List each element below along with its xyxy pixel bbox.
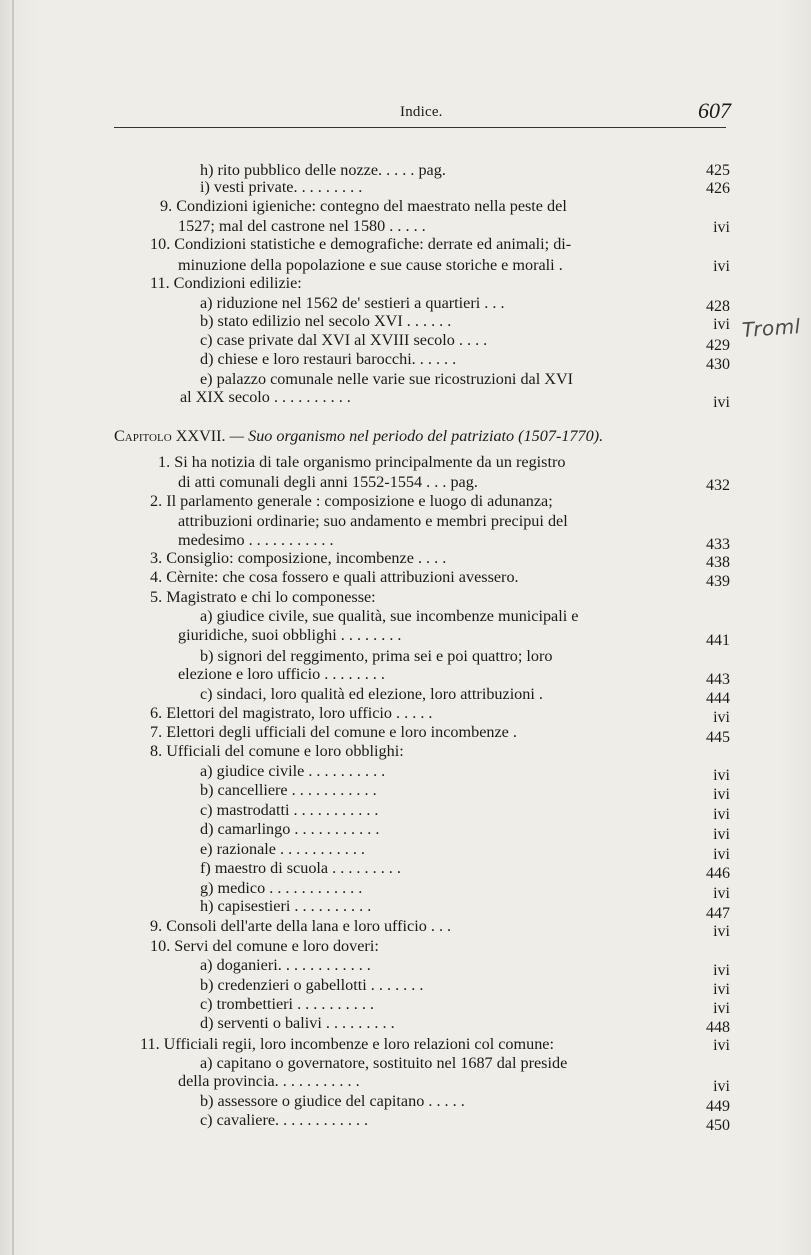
toc-page-ref: 450 — [706, 1117, 730, 1134]
toc-entry: b) stato edilizio nel secolo XVI . . . . . . — [200, 312, 452, 330]
toc-page-ref: ivi — [713, 981, 730, 998]
handwritten-annotation: Troml — [741, 313, 802, 343]
toc-entry: 3. Consiglio: composizione, incombenze . . . . — [150, 549, 447, 567]
toc-entry: g) medico . . . . . . . . . . . . — [200, 879, 363, 897]
toc-page-ref: 432 — [706, 477, 730, 494]
toc-entry: h) rito pubblico delle nozze. . . . . pag. — [200, 161, 446, 179]
toc-entry: c) cavaliere. . . . . . . . . . . . — [200, 1111, 369, 1129]
toc-entry: a) riduzione nel 1562 de' sestieri a quartieri . . . — [200, 294, 505, 312]
toc-entry: a) giudice civile . . . . . . . . . . — [200, 762, 386, 780]
toc-page-ref: ivi — [713, 709, 730, 726]
toc-page-ref: 438 — [706, 554, 730, 571]
toc-page-ref: 429 — [706, 337, 730, 354]
toc-entry: elezione e loro ufficio . . . . . . . . — [178, 665, 385, 683]
toc-entry: b) assessore o giudice del capitano . . . . . — [200, 1092, 465, 1110]
toc-page-ref: 425 — [706, 162, 730, 179]
toc-entry: a) doganieri. . . . . . . . . . . . — [200, 956, 371, 974]
toc-entry: di atti comunali degli anni 1552-1554 . . . pag. — [178, 473, 478, 491]
toc-page-ref: ivi — [713, 962, 730, 979]
chapter-heading — [114, 426, 603, 446]
toc-page-ref: ivi — [713, 846, 730, 863]
toc-entry: 10. Condizioni statistiche e demografiche: derrate ed animali; di- — [150, 235, 572, 253]
toc-entry: 6. Elettori del magistrato, loro ufficio . . . . . — [150, 704, 433, 722]
toc-page-ref: ivi — [713, 219, 730, 236]
chapter-title: — Suo organismo nel periodo del patriziato (1507-1770). — [229, 427, 604, 445]
toc-page-ref: ivi — [713, 786, 730, 803]
toc-entry: 2. Il parlamento generale : composizione e luogo di adunanza; — [150, 492, 553, 510]
toc-entry: 9. Consoli dell'arte della lana e loro ufficio . . . — [150, 917, 452, 935]
toc-page-ref: 449 — [706, 1098, 730, 1115]
toc-entry: attribuzioni ordinarie; suo andamento e membri precipui del — [178, 512, 568, 530]
toc-page-ref: 446 — [706, 865, 730, 882]
toc-entry: i) vesti private. . . . . . . . . — [200, 178, 363, 196]
toc-page-ref: 447 — [706, 905, 730, 922]
toc-entry: 11. Ufficiali regii, loro incombenze e loro relazioni col comune: — [140, 1035, 554, 1053]
toc-entry: 9. Condizioni igieniche: contegno del maestrato nella peste del — [160, 197, 567, 215]
toc-entry: a) giudice civile, sue qualità, sue incombenze municipali e — [200, 607, 579, 625]
toc-entry: h) capisestieri . . . . . . . . . . — [200, 897, 372, 915]
toc-page-ref: ivi — [713, 258, 730, 275]
toc-page-ref: 426 — [706, 180, 730, 197]
toc-entry: 7. Elettori degli ufficiali del comune e loro incombenze . — [150, 723, 517, 741]
toc-page-ref: 430 — [706, 356, 730, 373]
toc-page-ref: 443 — [706, 671, 730, 688]
toc-entry: e) palazzo comunale nelle varie sue ricostruzioni dal XVI — [200, 370, 574, 388]
toc-page-ref: 441 — [706, 632, 730, 649]
toc-entry: c) sindaci, loro qualità ed elezione, loro attribuzioni . — [200, 685, 543, 703]
page-number: 607 — [698, 98, 731, 123]
toc-page-ref: ivi — [713, 394, 730, 411]
toc-page-ref: 428 — [706, 298, 730, 315]
toc-entry: della provincia. . . . . . . . . . . — [178, 1072, 360, 1090]
toc-entry: 11. Condizioni edilizie: — [150, 274, 302, 292]
toc-page-ref: ivi — [713, 885, 730, 902]
toc-entry: medesimo . . . . . . . . . . . — [178, 531, 334, 549]
toc-page-ref: ivi — [713, 1078, 730, 1095]
toc-entry: giuridiche, suoi obblighi . . . . . . . . — [178, 626, 402, 644]
toc-entry: b) signori del reggimento, prima sei e poi quattro; loro — [200, 647, 553, 665]
toc-entry: f) maestro di scuola . . . . . . . . . — [200, 859, 401, 877]
running-head: Indice. — [400, 104, 443, 120]
toc-page-ref: ivi — [713, 806, 730, 823]
toc-entry: 8. Ufficiali del comune e loro obblighi: — [150, 742, 404, 760]
toc-entry: 1. Si ha notizia di tale organismo principalmente da un registro — [158, 453, 566, 471]
toc-entry: a) capitano o governatore, sostituito nel 1687 dal preside — [200, 1054, 568, 1072]
toc-entry: d) serventi o balivi . . . . . . . . . — [200, 1014, 395, 1032]
toc-page-ref: 444 — [706, 690, 730, 707]
toc-page-ref: ivi — [713, 1037, 730, 1054]
toc-entry: e) razionale . . . . . . . . . . . — [200, 840, 365, 858]
toc-page-ref: ivi — [713, 316, 730, 333]
chapter-label: Capitolo XXVII. — [114, 427, 226, 445]
toc-entry: minuzione della popolazione e sue cause storiche e morali . — [178, 256, 563, 274]
toc-entry: b) credenzieri o gabellotti . . . . . . . — [200, 976, 424, 994]
toc-page-ref: 448 — [706, 1019, 730, 1036]
toc-page-ref: ivi — [713, 826, 730, 843]
toc-entry: d) camarlingo . . . . . . . . . . . — [200, 820, 380, 838]
toc-page-ref: 445 — [706, 729, 730, 746]
toc-entry: c) mastrodatti . . . . . . . . . . . — [200, 801, 379, 819]
toc-page-ref: 439 — [706, 573, 730, 590]
toc-entry: 10. Servi del comune e loro doveri: — [150, 937, 379, 955]
toc-entry: d) chiese e loro restauri barocchi. . . . . . — [200, 350, 457, 368]
toc-page-ref: 433 — [706, 536, 730, 553]
toc-entry: 1527; mal del castrone nel 1580 . . . . . — [178, 217, 426, 235]
toc-page-ref: ivi — [713, 923, 730, 940]
toc-entry: c) case private dal XVI al XVIII secolo . . . . — [200, 331, 488, 349]
toc-entry: 4. Cèrnite: che cosa fossero e quali attribuzioni avessero. — [150, 568, 519, 586]
toc-entry: c) trombettieri . . . . . . . . . . — [200, 995, 374, 1013]
toc-entry: al XIX secolo . . . . . . . . . . — [180, 388, 351, 406]
toc-entry: b) cancelliere . . . . . . . . . . . — [200, 781, 377, 799]
toc-page-ref: ivi — [713, 1000, 730, 1017]
toc-page-ref: ivi — [713, 767, 730, 784]
toc-entry: 5. Magistrato e chi lo componesse: — [150, 588, 376, 606]
